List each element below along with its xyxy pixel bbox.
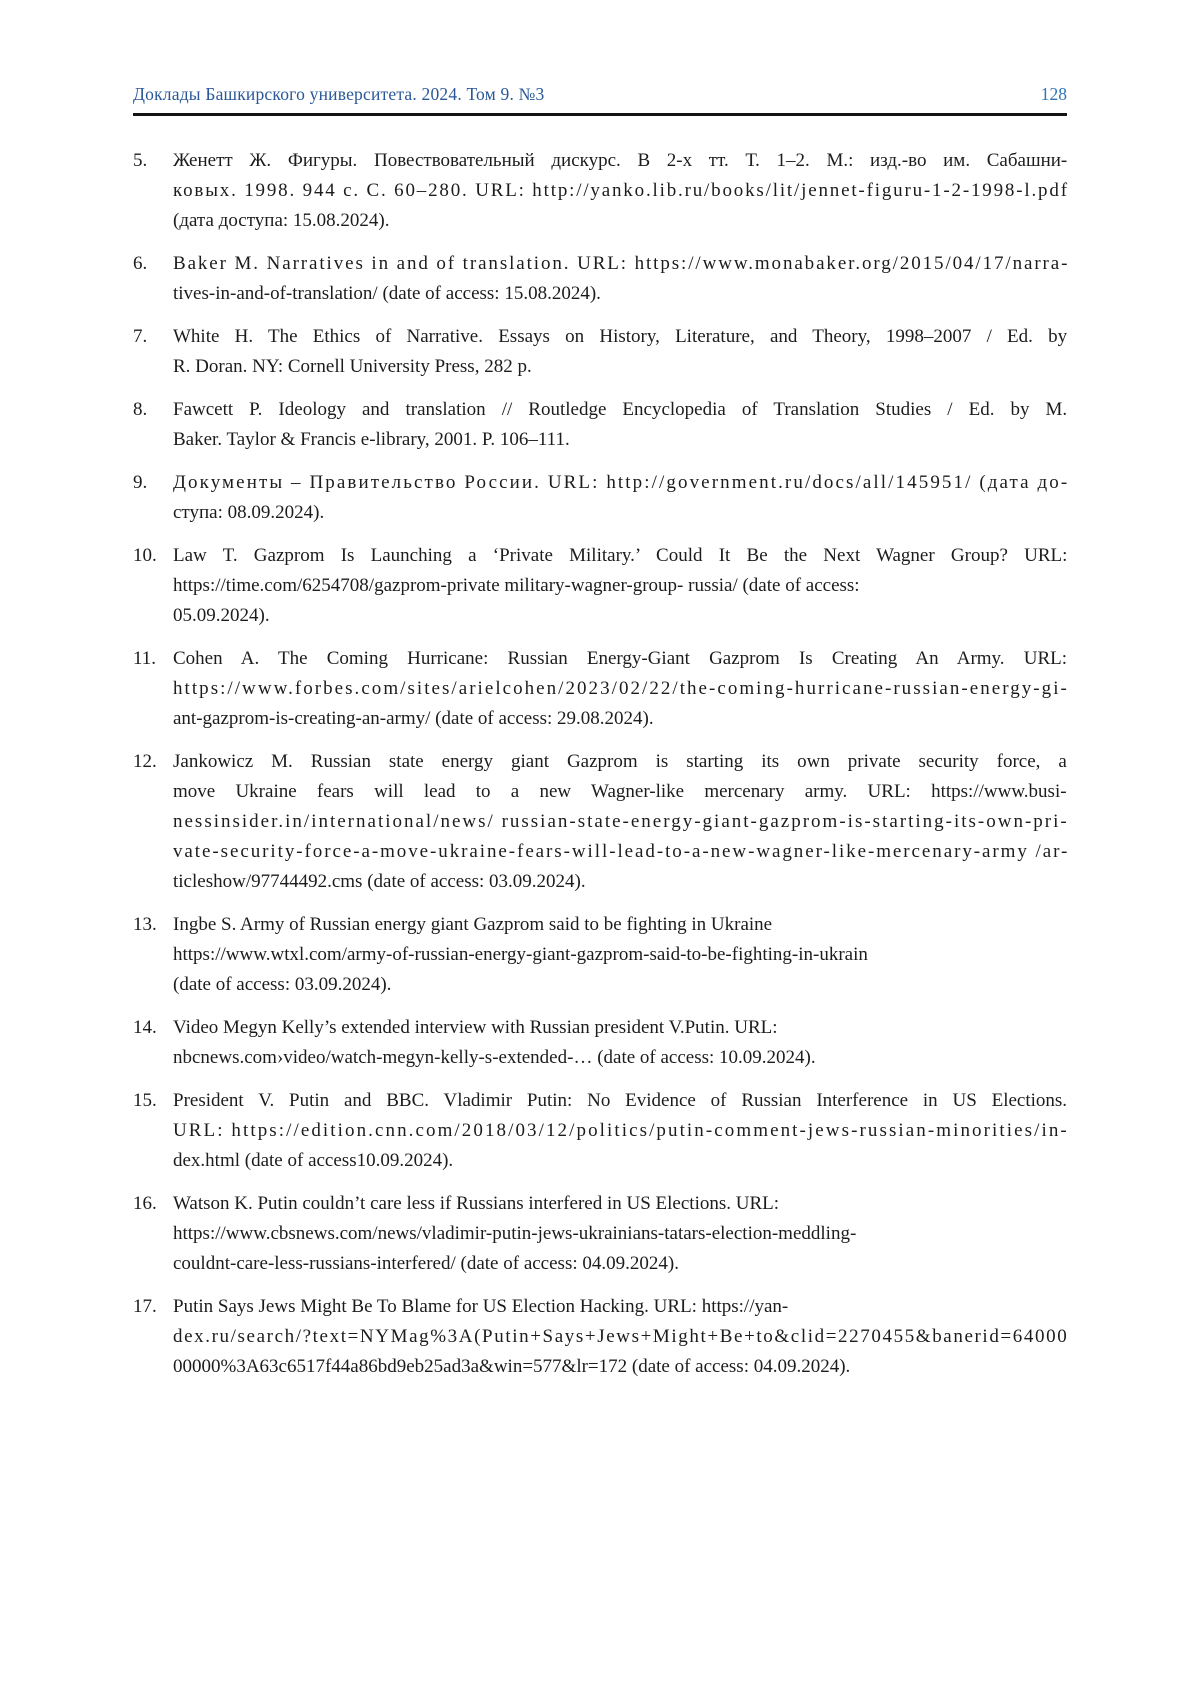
reference-text (173, 644, 1067, 734)
reference-item (133, 1013, 1067, 1073)
reference-text (173, 1292, 1067, 1382)
reference-number: 14. (133, 1017, 157, 1038)
reference-line: R. Doran. NY: Cornell University Press, 282 p. (173, 356, 532, 377)
reference-line: Женетт Ж. Фигуры. Повествовательный дискурс. В 2-х тт. Т. 1–2. М.: изд.-во им. Сабашни- (173, 150, 1068, 171)
reference-item (133, 322, 1067, 382)
reference-number: 15. (133, 1090, 157, 1111)
reference-text (173, 910, 1067, 1000)
reference-line: (дата доступа: 15.08.2024). (173, 210, 390, 231)
reference-line: 05.09.2024). (173, 605, 270, 626)
running-head (133, 84, 1067, 113)
reference-line: President V. Putin and BBC. Vladimir Putin: No Evidence of Russian Interference in US Elections. (173, 1090, 1068, 1111)
reference-number: 5. (133, 150, 148, 171)
reference-text (173, 747, 1070, 897)
reference-text (173, 146, 1067, 236)
reference-line: couldnt-care-less-russians-interfered/ (date of access: 04.09.2024). (173, 1253, 679, 1274)
reference-text (173, 322, 1067, 382)
reference-line: https://www.wtxl.com/army-of-russian-energy-giant-gazprom-said-to-be-fighting-in-ukrain (173, 944, 868, 965)
page-number: 128 (1040, 84, 1067, 104)
reference-line: https://www.cbsnews.com/news/vladimir-putin-jews-ukrainians-tatars-election-meddling- (173, 1223, 857, 1244)
reference-text (173, 1013, 1067, 1073)
reference-line: URL: https://edition.cnn.com/2018/03/12/politics/putin-comment-jews-russian-minorities/in- (173, 1120, 1069, 1141)
reference-number: 9. (133, 472, 148, 493)
reference-number: 13. (133, 914, 157, 935)
reference-line: ступа: 08.09.2024). (173, 502, 325, 523)
reference-line: Документы – Правительство России. URL: http://government.ru/docs/all/145951/ (дата до- (173, 472, 1070, 493)
reference-item (133, 541, 1067, 631)
reference-item (133, 644, 1067, 734)
reference-line: 00000%3A63c6517f44a86bd9eb25ad3a&win=577&lr=172 (date of access: 04.09.2024). (173, 1356, 851, 1377)
reference-line: Baker M. Narratives in and of translation. URL: https://www.monabaker.org/2015/04/17/narra- (173, 253, 1070, 274)
reference-line: tives-in-and-of-translation/ (date of access: 15.08.2024). (173, 283, 601, 304)
reference-item (133, 1086, 1067, 1176)
reference-text (173, 468, 1070, 528)
reference-text (173, 249, 1070, 309)
reference-line: vate-security-force-a-move-ukraine-fears-will-lead-to-a-new-wagner-like-mercenary-army /ar- (173, 841, 1070, 862)
journal-title: Доклады Башкирского университета. 2024. Том 9. №3 (133, 84, 545, 104)
reference-item (133, 747, 1070, 897)
reference-line: https://time.com/6254708/gazprom-private military-wagner-group- russia/ (date of access: (173, 575, 860, 596)
reference-line: Putin Says Jews Might Be To Blame for US Election Hacking. URL: https://yan- (173, 1296, 789, 1317)
journal-page (133, 84, 1070, 1395)
reference-line: Cohen A. The Coming Hurricane: Russian Energy-Giant Gazprom Is Creating An Army. URL: (173, 648, 1068, 669)
reference-line: White H. The Ethics of Narrative. Essays on History, Literature, and Theory, 1998–2007 / Ed. by (173, 326, 1068, 347)
reference-line: Baker. Taylor & Francis e-library, 2001. P. 106–111. (173, 429, 570, 450)
reference-item (133, 910, 1067, 1000)
reference-item (133, 1189, 1067, 1279)
reference-line: ant-gazprom-is-creating-an-army/ (date of access: 29.08.2024). (173, 708, 654, 729)
reference-number: 10. (133, 545, 157, 566)
reference-item (133, 249, 1070, 309)
reference-number: 6. (133, 253, 148, 274)
reference-number: 16. (133, 1193, 157, 1214)
reference-number: 17. (133, 1296, 157, 1317)
reference-text (173, 395, 1067, 455)
reference-line: dex.ru/search/?text=NYMag%3A(Putin+Says+Jews+Might+Be+to&clid=2270455&banerid=64000 (173, 1326, 1069, 1347)
reference-item (133, 468, 1070, 528)
reference-text (173, 1086, 1067, 1176)
header-rule-divider (133, 113, 1067, 116)
reference-line: Ingbe S. Army of Russian energy giant Gazprom said to be fighting in Ukraine (173, 914, 773, 935)
reference-text (173, 541, 1067, 631)
reference-line: nessinsider.in/international/news/ russian-state-energy-giant-gazprom-is-starting-its-own-pri- (173, 811, 1069, 832)
reference-line: Fawcett P. Ideology and translation // Routledge Encyclopedia of Translation Studies / Ed. by M. (173, 399, 1068, 420)
reference-text (173, 1189, 1067, 1279)
reference-line: ковых. 1998. 944 с. С. 60–280. URL: http://yanko.lib.ru/books/lit/jennet-figuru-1-2-1998-l.pdf (173, 180, 1069, 201)
references-list (133, 146, 1070, 1382)
reference-line: dex.html (date of access10.09.2024). (173, 1150, 454, 1171)
reference-line: nbcnews.com›video/watch-megyn-kelly-s-extended-… (date of access: 10.09.2024). (173, 1047, 816, 1068)
reference-number: 12. (133, 751, 157, 772)
reference-line: ticleshow/97744492.cms (date of access: 03.09.2024). (173, 871, 586, 892)
reference-number: 11. (133, 648, 157, 669)
reference-item (133, 1292, 1067, 1382)
reference-number: 8. (133, 399, 148, 420)
reference-line: move Ukraine fears will lead to a new Wagner-like mercenary army. URL: https://www.busi- (173, 781, 1067, 802)
reference-item (133, 395, 1067, 455)
reference-line: Watson K. Putin couldn’t care less if Russians interfered in US Elections. URL: (173, 1193, 780, 1214)
reference-line: Jankowicz M. Russian state energy giant Gazprom is starting its own private security force, a (173, 751, 1067, 772)
reference-line: (date of access: 03.09.2024). (173, 974, 392, 995)
reference-item (133, 146, 1067, 236)
reference-number: 7. (133, 326, 148, 347)
reference-line: https://www.forbes.com/sites/arielcohen/2023/02/22/the-coming-hurricane-russian-energy-gi- (173, 678, 1069, 699)
reference-line: Law T. Gazprom Is Launching a ‘Private Military.’ Could It Be the Next Wagner Group? URL: (173, 545, 1068, 566)
reference-line: Video Megyn Kelly’s extended interview with Russian president V.Putin. URL: (173, 1017, 778, 1038)
